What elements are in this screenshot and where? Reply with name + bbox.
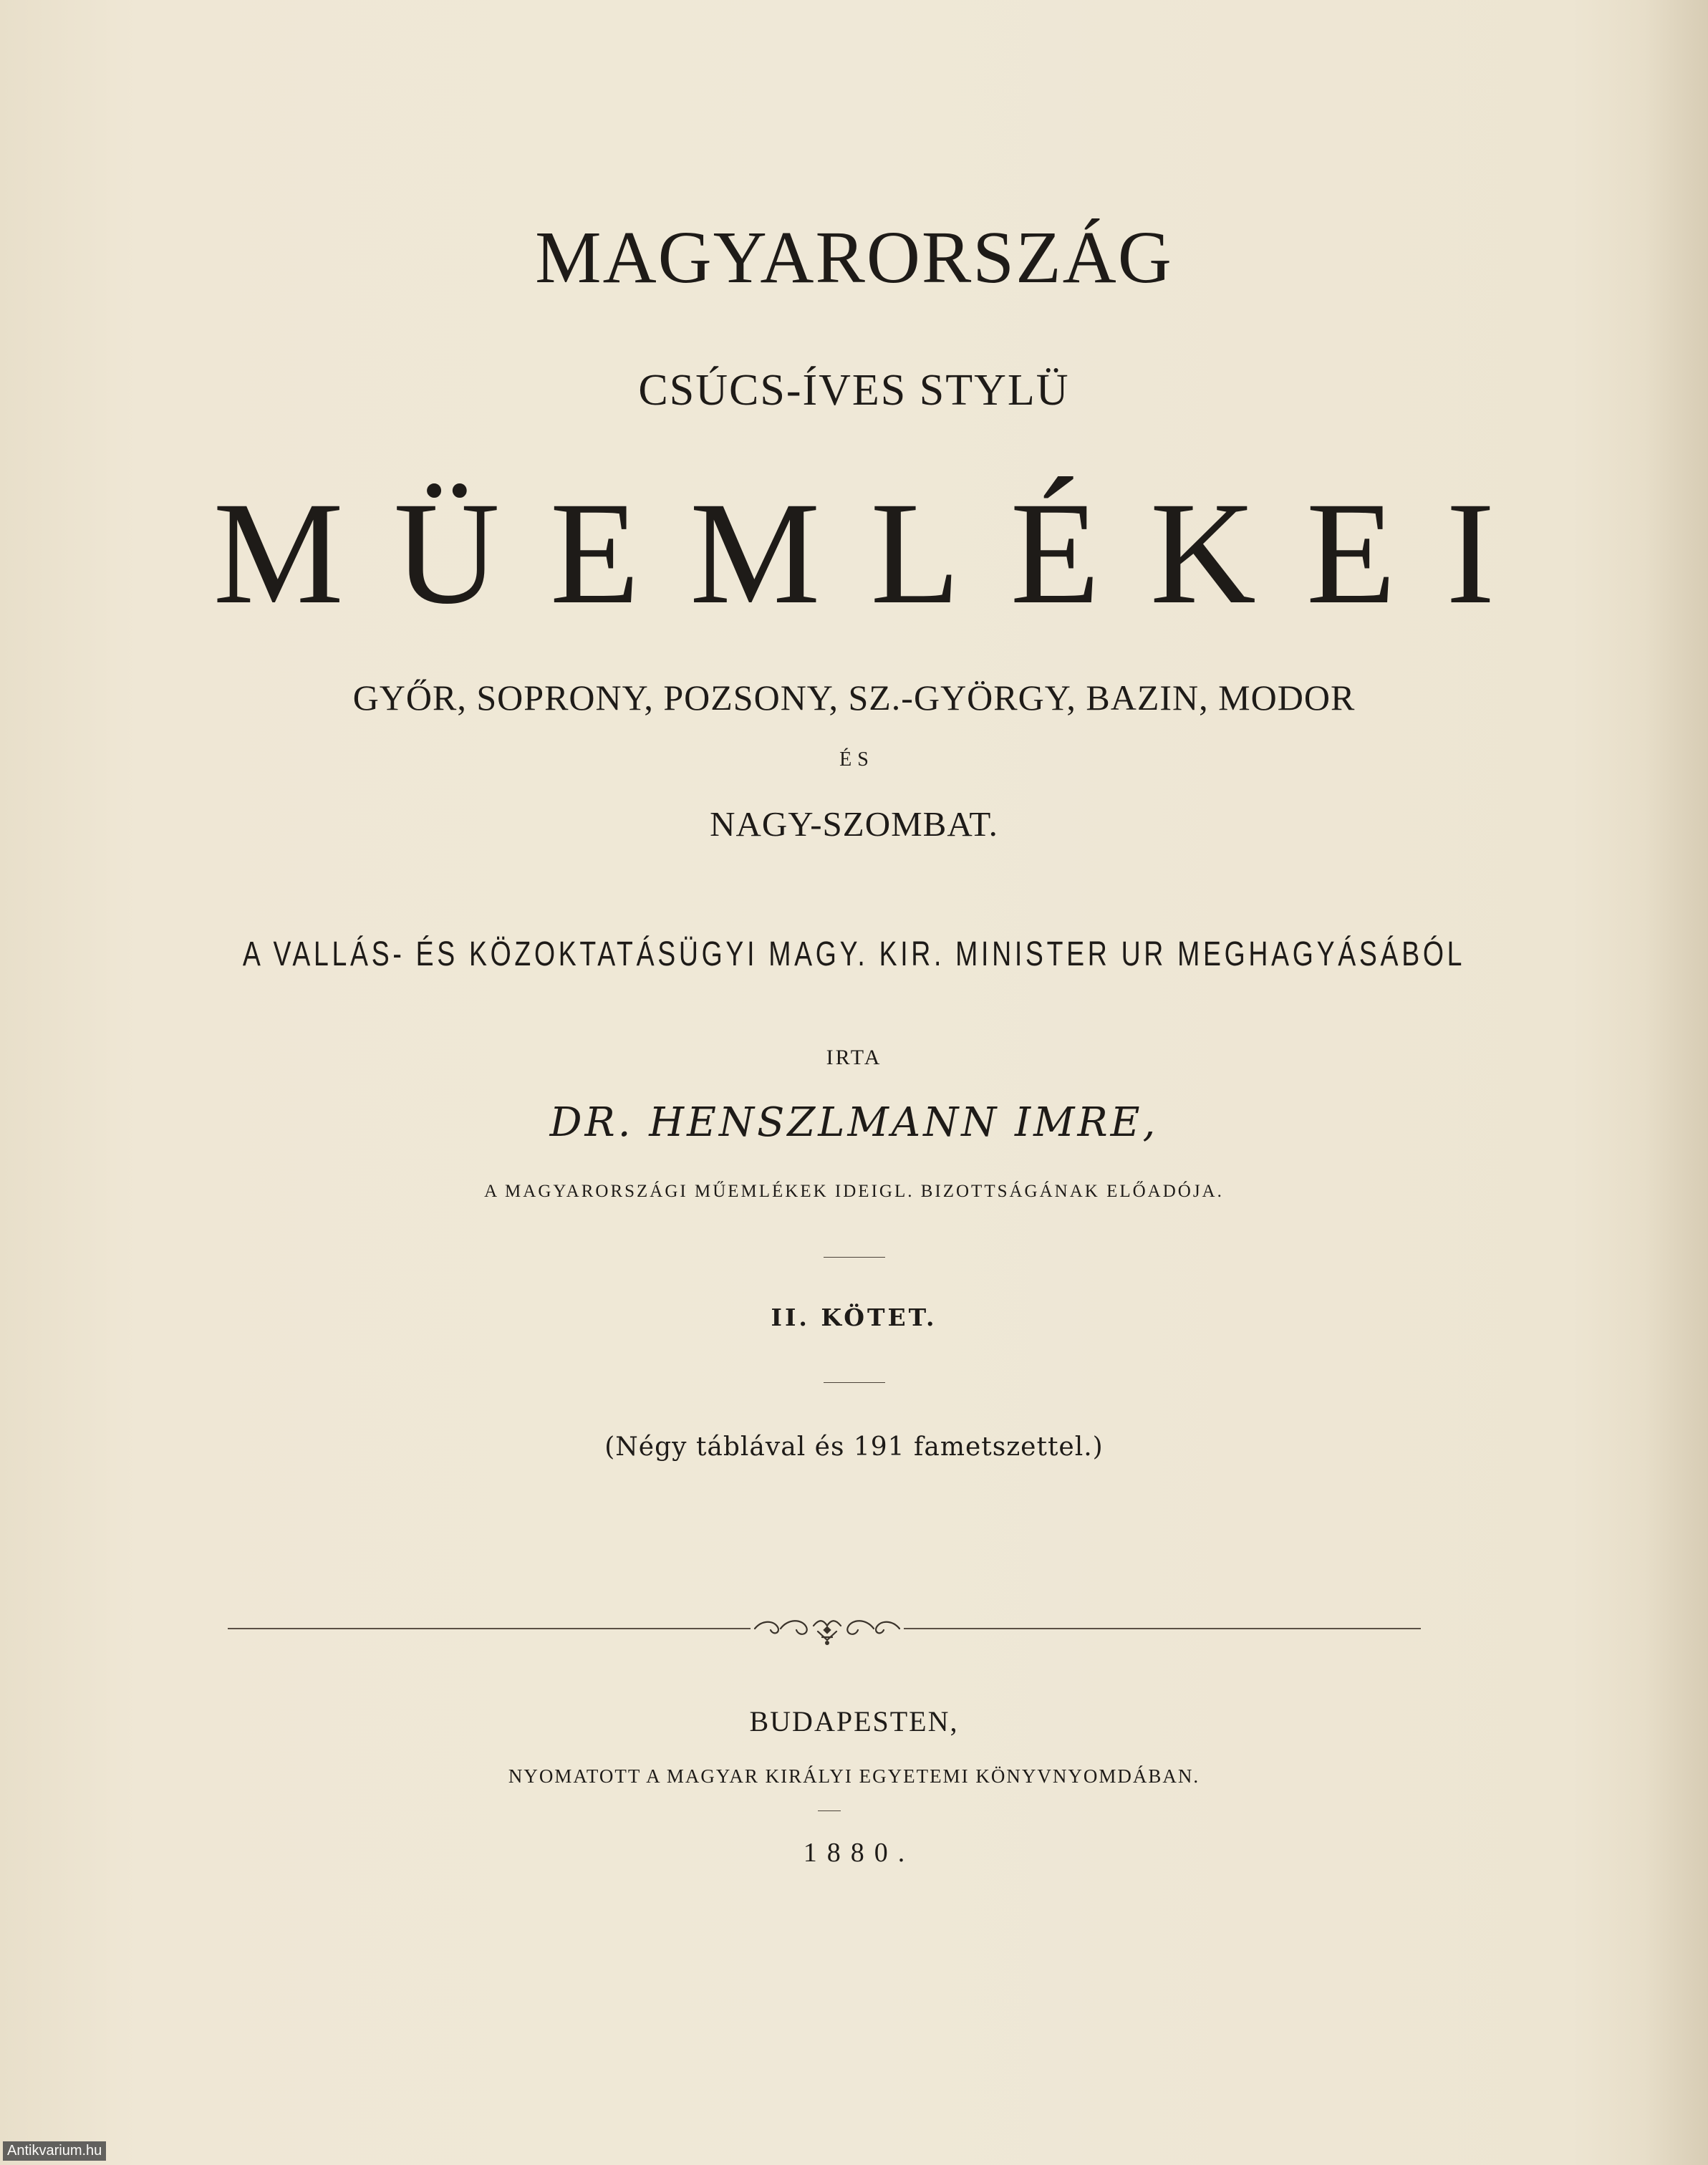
written-by-label: IRTA [826, 1046, 882, 1069]
commission-line: A VALLÁS- ÉS KÖZOKTATÁSÜGYI MAGY. KIR. MINISTER UR MEGHAGYÁSÁBÓL [242, 935, 1466, 973]
divider-rule-lower [824, 1382, 885, 1383]
author-role: A MAGYARORSZÁGI MŰEMLÉKEK IDEIGL. BIZOTTSÁGÁNAK ELŐADÓJA. [484, 1182, 1224, 1201]
volume-label: II. KÖTET. [771, 1303, 937, 1331]
ornament-rule-left [228, 1628, 751, 1629]
publication-year: 1880. [803, 1838, 915, 1868]
title-line-monuments: MÜEMLÉKEI [213, 472, 1545, 635]
ornament-flourish-icon [752, 1610, 902, 1647]
author-name: DR. HENSZLMANN IMRE, [549, 1099, 1159, 1146]
illustrations-note: (Négy táblával és 191 fametszettel.) [604, 1432, 1104, 1462]
printer-line: NYOMATOTT A MAGYAR KIRÁLYI EGYETEMI KÖNYVNYOMDÁBAN. [508, 1765, 1200, 1787]
publication-city: BUDAPESTEN, [749, 1705, 959, 1737]
title-line-style: CSÚCS-ÍVES STYLÜ [638, 366, 1070, 415]
title-line-country: MAGYARORSZÁG [535, 216, 1173, 299]
last-place: NAGY-SZOMBAT. [710, 804, 998, 844]
divider-rule-upper [824, 1257, 885, 1258]
ornament-rule-right [904, 1628, 1421, 1629]
places-list: GYŐR, SOPRONY, POZSONY, SZ.-GYÖRGY, BAZIN, MODOR [352, 678, 1356, 718]
watermark-label: Antikvarium.hu [3, 2141, 106, 2161]
divider-rule-small [818, 1810, 841, 1811]
conjunction-text: ÉS [839, 748, 874, 771]
